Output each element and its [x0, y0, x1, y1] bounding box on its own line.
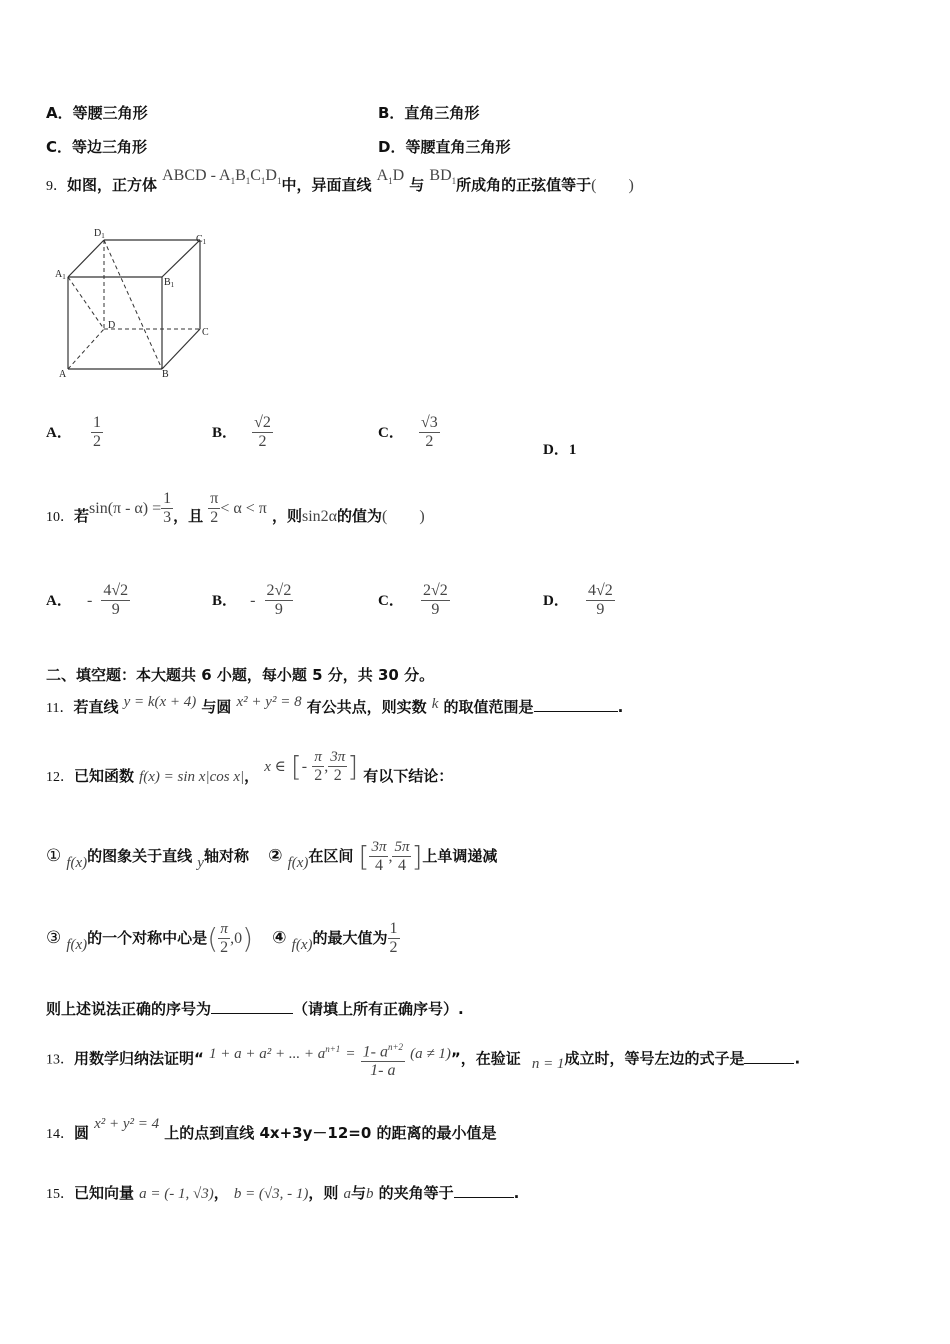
- q12-answer-blank: [211, 1013, 293, 1014]
- label-a: A: [59, 369, 67, 380]
- q15-answer-blank: [454, 1197, 514, 1198]
- q12-question: 则上述说法正确的序号为 （请填上所有正确序号）.: [46, 1000, 464, 1018]
- q10-option-c: C． $\frac{2√2}{9}$: [378, 582, 448, 618]
- q8-option-b: B．直角三角形: [378, 104, 480, 122]
- label-d: D: [108, 320, 116, 331]
- q8-option-a: A．等腰三角形: [46, 104, 148, 122]
- question-15: 15．已知向量 a = (- 1, √3)， b = (√3, - 1)，则 a与b 的夹角等于 .: [46, 1184, 520, 1202]
- q12-conclusions-1-2: ① f(x)的图象关于直线 y轴对称 ② f(x)在区间 [ $\frac{3\pi}{4}$ , $\frac{5\pi}{4}$ ]上单调递减: [46, 839, 498, 874]
- label-b: B: [162, 369, 169, 380]
- label-c1: $C_1$: [196, 234, 207, 246]
- q9-option-a: A． $\frac{1}{2}$: [46, 414, 101, 450]
- question-9: 9．如图，正方体 ABCD - $A_1B_1C_1D_1$中，异面直线 $A_1D$ 与 $BD_1$所成角的正弦值等于( ): [46, 167, 634, 194]
- q13-answer-blank: [744, 1063, 794, 1064]
- q9-number: 9．: [46, 179, 67, 194]
- q9-cube-expr: ABCD - $A_1B_1C_1D_1$: [162, 167, 282, 187]
- question-11: 11．若直线 y = k(x + 4) 与圆 x² + y² = 8 有公共点，则实数 k 的取值范围是 .: [46, 694, 624, 716]
- cube-figure: [50, 225, 220, 385]
- question-12: 12．已知函数 f(x) = sin x|cos x|， x ∈ [- $\frac{\pi}{2}$ , $\frac{3\pi}{2}$ ] 有以下结论：: [46, 749, 454, 785]
- q9-option-d: D．1: [543, 442, 577, 458]
- label-b1: $B_1$: [164, 277, 175, 289]
- q8-option-d: D．等腰直角三角形: [378, 138, 511, 156]
- q9-option-b: B． $\frac{√2}{2}$: [212, 414, 271, 450]
- q10-option-b: B． - $\frac{2√2}{9}$: [212, 582, 292, 618]
- question-10: 10．若sin(π - α) = $\frac{1}{3}$ ，且 $\frac{\pi}{2}$ < α < π ，则sin2α的值为( ): [46, 490, 425, 526]
- label-c: C: [202, 327, 209, 338]
- q9-option-c: C． $\frac{√3}{2}$: [378, 414, 438, 450]
- question-13: 13．用数学归纳法证明“ 1 + a + a² + ... + $a^{n+1}$ = $\frac{1- a^{n+2}}{1- a}$ (a ≠ 1)”，在验证 n = 1成立时，等号左边的式子是 .: [46, 1038, 800, 1080]
- section-2-heading: 二、填空题：本大题共 6 小题，每小题 5 分，共 30 分。: [46, 666, 435, 684]
- q10-option-d: D． $\frac{4√2}{9}$: [543, 582, 613, 618]
- q10-option-a: A． - $\frac{4√2}{9}$: [46, 582, 129, 618]
- label-d1: $D_1$: [94, 228, 105, 240]
- q8-option-c: C．等边三角形: [46, 138, 148, 156]
- q12-conclusions-3-4: ③ f(x)的一个对称中心是( $\frac{\pi}{2}$ ,0) ④ f(x)的最大值为 $\frac{1}{2}$: [46, 920, 398, 956]
- question-14: 14．圆 x² + y² = 4 上的点到直线 4x+3y－12=0 的距离的最小值是: [46, 1116, 497, 1142]
- q9-line2: $BD_1$: [429, 167, 457, 187]
- q9-line1: $A_1D$: [376, 167, 405, 187]
- label-a1: $A_1$: [55, 269, 66, 281]
- q11-answer-blank: [534, 711, 618, 712]
